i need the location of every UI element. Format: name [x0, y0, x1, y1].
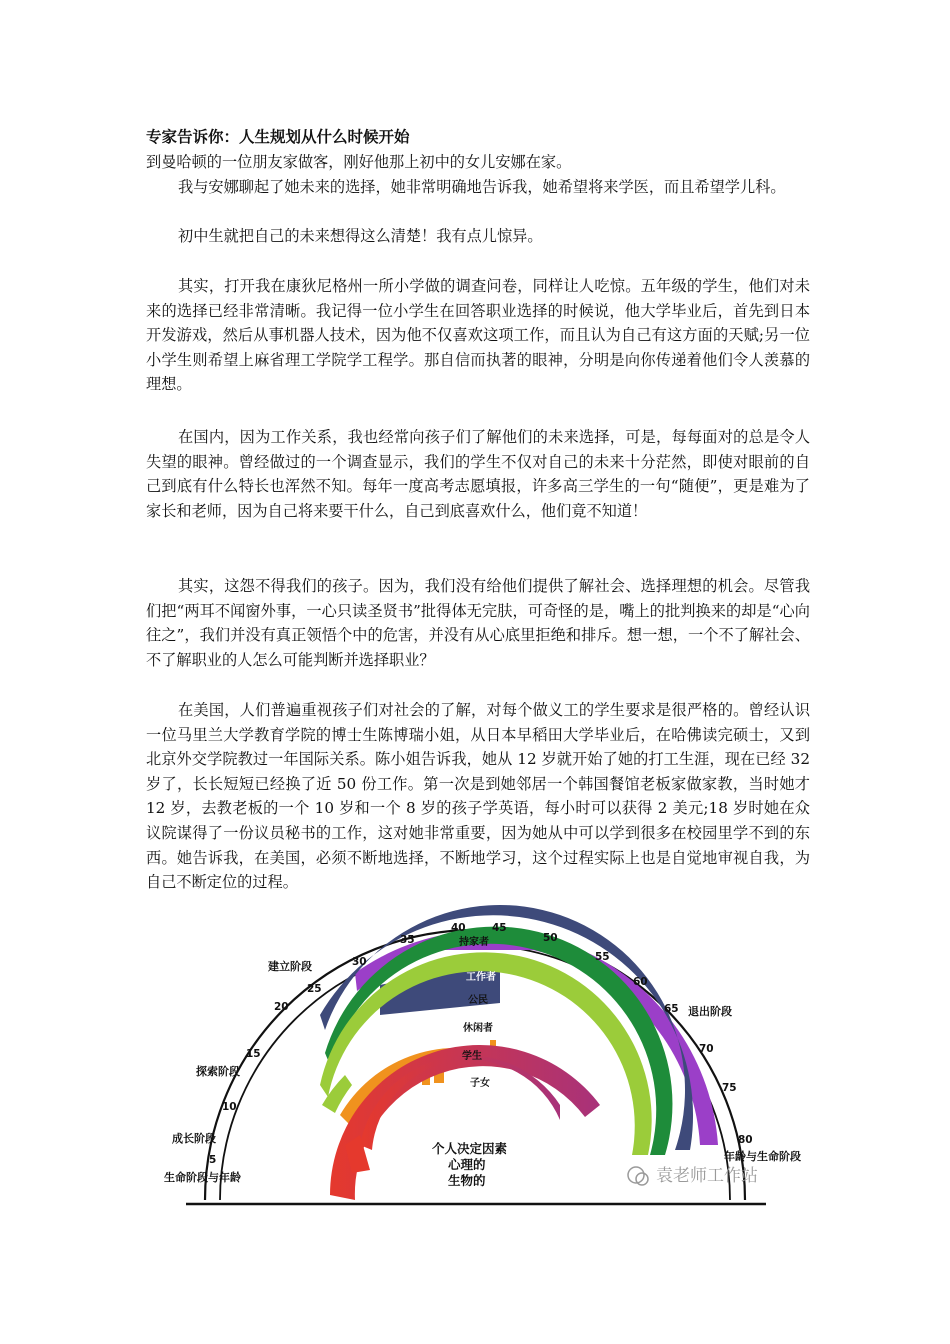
role-citizen: 公民	[468, 995, 488, 1006]
role-student: 学生	[462, 1051, 482, 1062]
role-leisurite: 休闲者	[463, 1023, 493, 1034]
center-line-3: 生物的	[448, 1173, 486, 1188]
stage-decline: 退出阶段	[688, 1005, 732, 1018]
stage-life-age: 生命阶段与年龄	[164, 1171, 241, 1184]
paragraph-6: 其实，这怨不得我们的孩子。因为，我们没有给他们提供了解社会、选择理想的机会。尽管我们把“两耳不闻窗外事，一心只读圣贤书”批得体无完肤，可奇怪的是，嘴上的批判换来的却是“心向往之”，我们并没有真正领悟个中的危害，并没有从心底里拒绝和排斥。想一想，一个不了解社会、不了解职业的人怎么可能判断并选择职业？	[146, 577, 810, 669]
age-tick-75: 75	[722, 1082, 737, 1094]
age-tick-5: 5	[209, 1154, 217, 1166]
age-tick-25: 25	[307, 983, 322, 995]
age-tick-50: 50	[543, 932, 558, 944]
center-line-1: 个人决定因素	[432, 1141, 508, 1156]
stage-establishment: 建立阶段	[268, 960, 312, 973]
stage-age-life: 年龄与生命阶段	[724, 1150, 801, 1163]
life-career-rainbow-figure	[0, 905, 950, 1215]
age-tick-55: 55	[595, 951, 610, 963]
stage-exploration: 探索阶段	[196, 1065, 240, 1078]
role-worker: 工作者	[466, 972, 496, 983]
watermark-text: 袁老师工作站	[656, 1166, 758, 1186]
role-homemaker: 持家者	[459, 937, 489, 948]
paragraph-1: 到曼哈顿的一位朋友家做客，刚好他那上初中的女儿安娜在家。	[146, 153, 572, 171]
center-line-2: 心理的	[448, 1157, 486, 1172]
age-tick-65: 65	[664, 1003, 679, 1015]
article-title: 专家告诉你：人生规划从什么时候开始	[146, 128, 410, 146]
paragraph-3: 初中生就把自己的未来想得这么清楚！我有点儿惊异。	[178, 227, 543, 245]
stage-growth: 成长阶段	[172, 1132, 216, 1145]
age-tick-40: 40	[451, 922, 466, 934]
paragraph-4: 其实，打开我在康狄尼格州一所小学做的调查问卷，同样让人吃惊。五年级的学生，他们对未来的选择已经非常清晰。我记得一位小学生在回答职业选择的时候说，他大学毕业后，首先到日本开发游戏，然后从事机器人技术，因为他不仅喜欢这项工作，而且认为自己有这方面的天赋;另一位小学生则希望上麻省理工学院学工程学。那自信而执著的眼神，分明是向你传递着他们令人羡慕的理想。	[146, 277, 810, 394]
age-tick-15: 15	[246, 1048, 261, 1060]
wechat-icon-inner	[636, 1173, 648, 1185]
age-tick-80: 80	[738, 1134, 753, 1146]
age-tick-70: 70	[699, 1043, 714, 1055]
age-tick-45: 45	[492, 922, 507, 934]
age-tick-35: 35	[400, 934, 415, 946]
age-tick-30: 30	[352, 956, 367, 968]
age-tick-10: 10	[222, 1101, 237, 1113]
paragraph-5: 在国内，因为工作关系，我也经常向孩子们了解他们的未来选择，可是，每每面对的总是令人失望的眼神。曾经做过的一个调查显示，我们的学生不仅对自己的未来十分茫然，即使对眼前的自己到底有什么特长也浑然不知。每年一度高考志愿填报，许多高三学生的一句“随便”，更是难为了家长和老师，因为自己将来要干什么，自己到底喜欢什么，他们竟不知道！	[146, 428, 810, 520]
paragraph-2: 我与安娜聊起了她未来的选择，她非常明确地告诉我，她希望将来学医，而且希望学儿科。	[178, 178, 786, 196]
paragraph-7: 在美国，人们普遍重视孩子们对社会的了解，对每个做义工的学生要求是很严格的。曾经认识一位马里兰大学教育学院的博士生陈博瑞小姐，从日本早稻田大学毕业后，在哈佛读完硕士，又到北京外交学院教过一年国际关系。陈小姐告诉我，她从 12 岁就开始了她的打工生涯，现在已经 32 岁了，长长短短已经换了近 50 份工作。第一次是到她邻居一个韩国餐馆老板家做家教，当时她才 12 岁，去教老板的一个 10 岁和一个 8 岁的孩子学英语，每小时可以获得 2 美元;18 岁时她在众议院谋得了一份议员秘书的工作，这对她非常重要，因为她从中可以学到很多在校园里学不到的东西。她告诉我，在美国，必须不断地选择，不断地学习，这个过程实际上也是自觉地审视自我，为自己不断定位的过程。	[146, 701, 810, 892]
rainbow-diagram	[0, 905, 950, 1215]
role-child: 子女	[470, 1078, 490, 1089]
age-tick-20: 20	[274, 1001, 289, 1013]
age-tick-60: 60	[633, 976, 648, 988]
